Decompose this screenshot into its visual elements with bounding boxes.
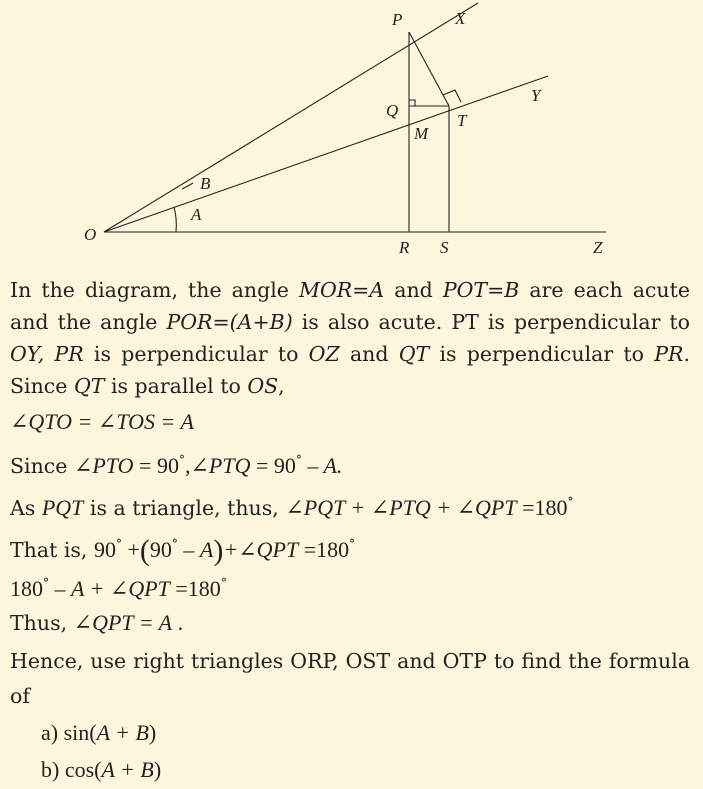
equation-pto: Since ∠PTO = 90°,∠PTQ = 90° – A. [10,453,343,478]
label-T: T [457,111,467,130]
equation-triangle-sum: As PQT is a triangle, thus, ∠PQT + ∠PTQ + ∠QPT =180° [10,495,574,520]
intro-paragraph: In the diagram, the angle MOR=A and POT=B are each acute and the angle POR=(A+B) is also acute. PT is perpendicular to OY, PR is perpendicular to OZ and QT is perpendicular to PR. Since QT is parallel to OS, [10,278,691,398]
equation-180: 180° – A + ∠QPT =180° [10,576,227,601]
geometry-diagram [0,0,703,268]
label-B: B [200,174,211,193]
label-A: A [191,205,202,224]
label-M: M [414,124,429,143]
label-R: R [399,238,410,257]
label-X: X [455,9,466,28]
question-list [10,714,690,788]
hence-paragraph: Hence, use right triangles ORP, OST and OTP to find the formula of [10,649,690,708]
list-item: a) sin(A + B) [41,720,157,745]
label-P: P [392,10,403,29]
equation-that-is: That is, 90° +(90° – A)+∠QPT =180° [10,534,356,567]
label-Y: Y [531,86,541,105]
label-Z: Z [593,238,603,257]
equation-qto: ∠QTO = ∠TOS = A [10,409,194,434]
problem-text [10,274,690,788]
equation-thus: Thus, ∠QPT = A . [10,610,184,635]
ray-OY [104,76,548,232]
label-S: S [440,238,449,257]
angle-arc-A [174,207,176,232]
angle-arc-B [182,183,193,189]
label-O: O [84,225,97,244]
ray-OX [104,3,478,232]
label-Q: Q [386,101,399,120]
right-angle-mark-Q [409,100,415,106]
list-item: b) cos(A + B) [41,757,162,782]
